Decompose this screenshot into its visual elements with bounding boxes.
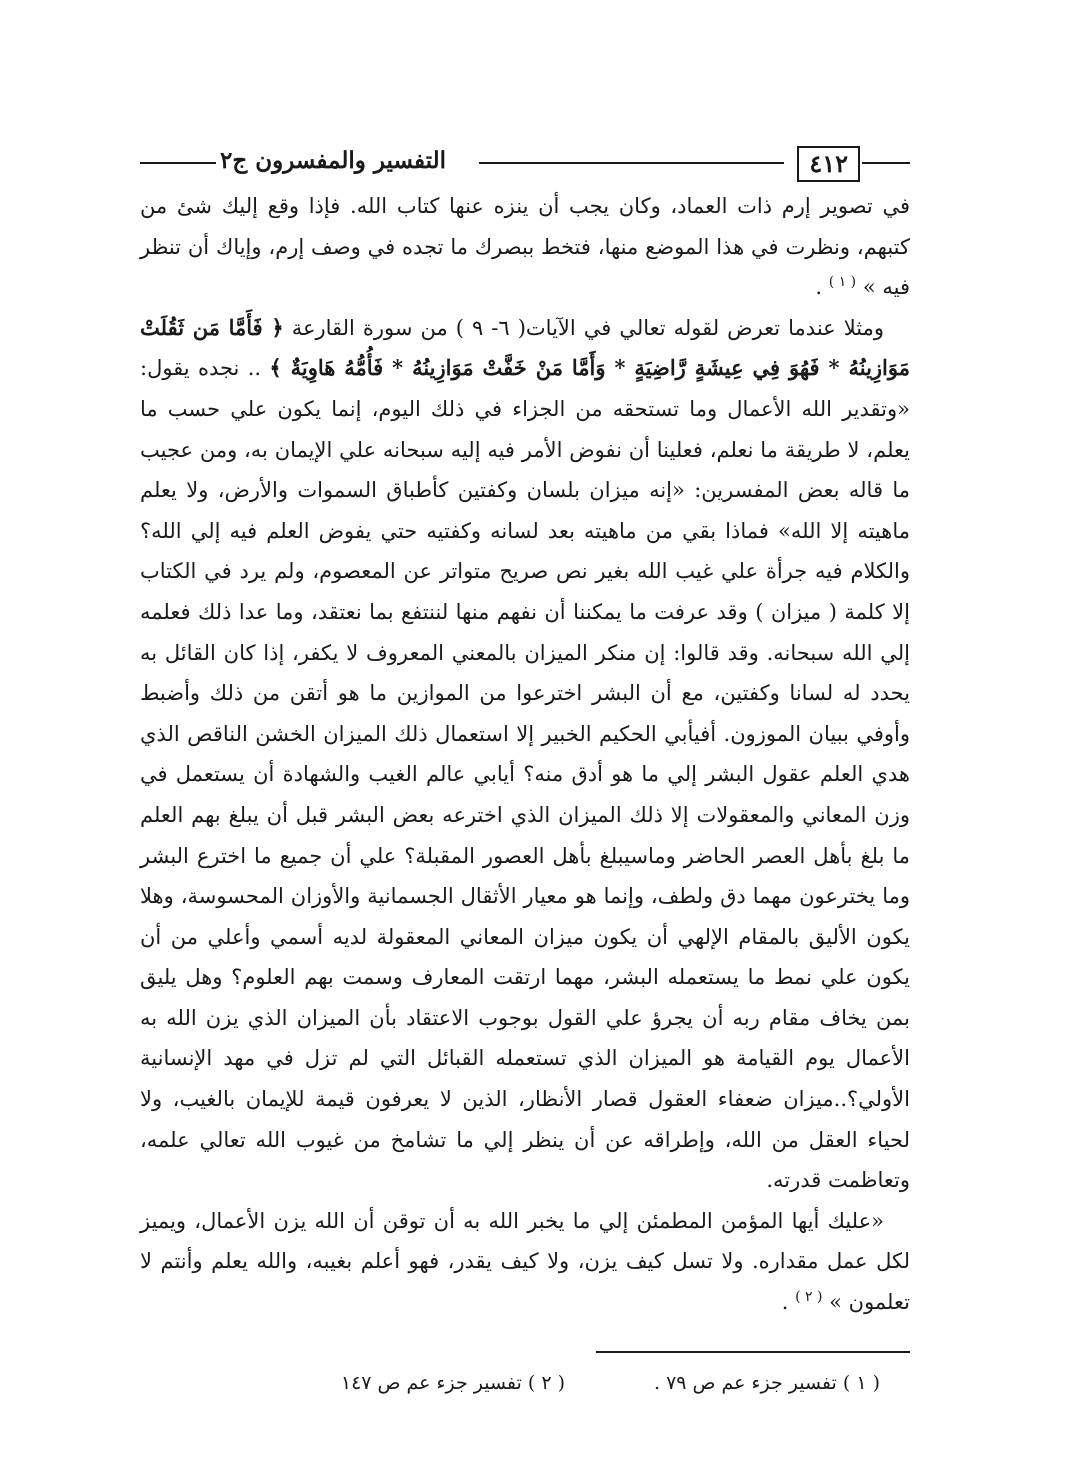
header-rule-middle	[479, 162, 784, 164]
paragraph-2-text: .. نجده يقول: «وتقدير الله الأعمال وما تستحقه من الجزاء في ذلك اليوم، إنما يكون علي حسب ما يعلم، لا طريقة ما نعلم، فعلينا أن نفوض الأمر فيه إليه سبحانه علي الإيمان به، ومن عجيب ما قاله بعض المفسرين: «إنه ميزان بلسان وكفتين كأطباق السموات والأرض، ولا يعلم ماهيته إلا الله» فماذا بقي من ماهيته بعد لسانه وكفتيه حتي يفوض العلم فيه إلي الله؟ والكلام فيه جرأة علي غيب الله بغير نص صريح متواتر عن المعصوم، ولم يرد في الكتاب إلا كلمة ( ميزان ) وقد عرفت ما يمكننا أن نفهم منها لننتفع بما نعتقد، وما عدا ذلك فعلمه إلي الله سبحانه. وقد قالوا: إن منكر الميزان بالمعني المعروف لا يكفر، إذا كان القائل به يحدد له لسانا وكفتين، مع أن البشر اخترعوا من الموازين ما هو أتقن من ذلك وأضبط وأوفي ببيان الموزون. أفيأبي الحكيم الخبير إلا استعمال ذلك الميزان الخشن الناقص الذي هدي العلم عقول البشر إلي ما هو أدق منه؟ أيابي عالم الغيب والشهادة أن يستعمل في وزن المعاني والمعقولات إلا ذلك الميزان الذي اخترعه بعض البشر قبل أن يبلغ بهم العلم ما بلغ بأهل العصر الحاضر وماسيبلغ بأهل العصور المقبلة؟ علي أن جميع ما اخترع البشر وما يخترعون مهما دق ولطف، وإنما هو معيار الأثقال الجسمانية والأوزان المحسوسة، وهلا يكون الأليق بالمقام الإلهي أن يكون ميزان المعاني المعقولة لديه أسمي وأعلي من أن يكون علي نمط ما يستعمله البشر، مهما ارتقت المعارف وسمت بهم العلوم؟ وهل يليق بمن يخاف مقام ربه أن يجرؤ علي القول بوجوب الاعتقاد بأن الميزان الذي يزن الله به الأعمال يوم القيامة هو الميزان الذي تستعمله القبائل التي لم تزل في مهد الإنسانية الأولي؟..ميزان ضعفاء العقول قصار الأنظار، الذين لا يعرفون قيمة للإيمان بالغيب، ولا لحياء العقل من الله، وإطراقه عن أن ينظر إلي ما تشامخ من غيوب الله تعالي علمه، وتعاظمت قدرته.	[140, 356, 911, 1193]
footnote-ref-2: ( ٢ )	[795, 1289, 823, 1306]
quran-verse: ﴿ فَأَمَّا مَن ثَقُلَتْ مَوَازِينُهُ * فَهُوَ فِي عِيشَةٍ رَّاضِيَةٍ * وَأَمَّا مَنْ خَفَّتْ مَوَازِينُهُ * فَأُمُّهُ هَاوِيَةٌ ﴾	[140, 314, 910, 381]
footnote-1: ( ١ ) تفسير جزء عم ص ٧٩ .	[653, 1372, 880, 1394]
main-text	[140, 186, 910, 1323]
footnote-rule	[596, 1351, 910, 1353]
header-rule-right	[862, 162, 910, 164]
header-rule-left	[140, 162, 216, 164]
paragraph-3	[140, 1201, 910, 1323]
paragraph-1-end: .	[815, 275, 823, 300]
running-title: التفسير والمفسرون ج٢	[220, 147, 446, 174]
page-number: ٤١٢	[797, 146, 860, 182]
paragraph-3-text: «عليك أيها المؤمن المطمئن إلي ما يخبر الله به أن توقن أن الله يزن الأعمال، ويميز لكل عمل مقداره. ولا تسل كيف يزن، ولا كيف يقدر، فهو أعلم بغيبه، والله يعلم وأنتم لا تعلمون »	[140, 1208, 910, 1315]
paragraph-1	[140, 186, 910, 308]
paragraph-3-end: .	[781, 1290, 789, 1315]
paragraph-2-intro: ومثلا عندما تعرض لقوله تعالي في الآيات( ٦- ٩ ) من سورة القارعة	[291, 315, 884, 340]
paragraph-2	[140, 308, 910, 1201]
paragraph-1-text: في تصوير إرم ذات العماد، وكان يجب أن ينزه عنها كتاب الله. فإذا وقع إليك شئ من كتبهم، ونظرت في هذا الموضع منها، فتخط ببصرك ما تجده في وصف إرم، وإياك أن تنظر فيه »	[140, 194, 910, 300]
footnote-ref-1: ( ١ )	[828, 274, 857, 291]
page-header	[140, 138, 910, 184]
footnotes	[140, 1368, 910, 1398]
footnote-2: ( ٢ ) تفسير جزء عم ص ١٤٧	[340, 1372, 565, 1394]
